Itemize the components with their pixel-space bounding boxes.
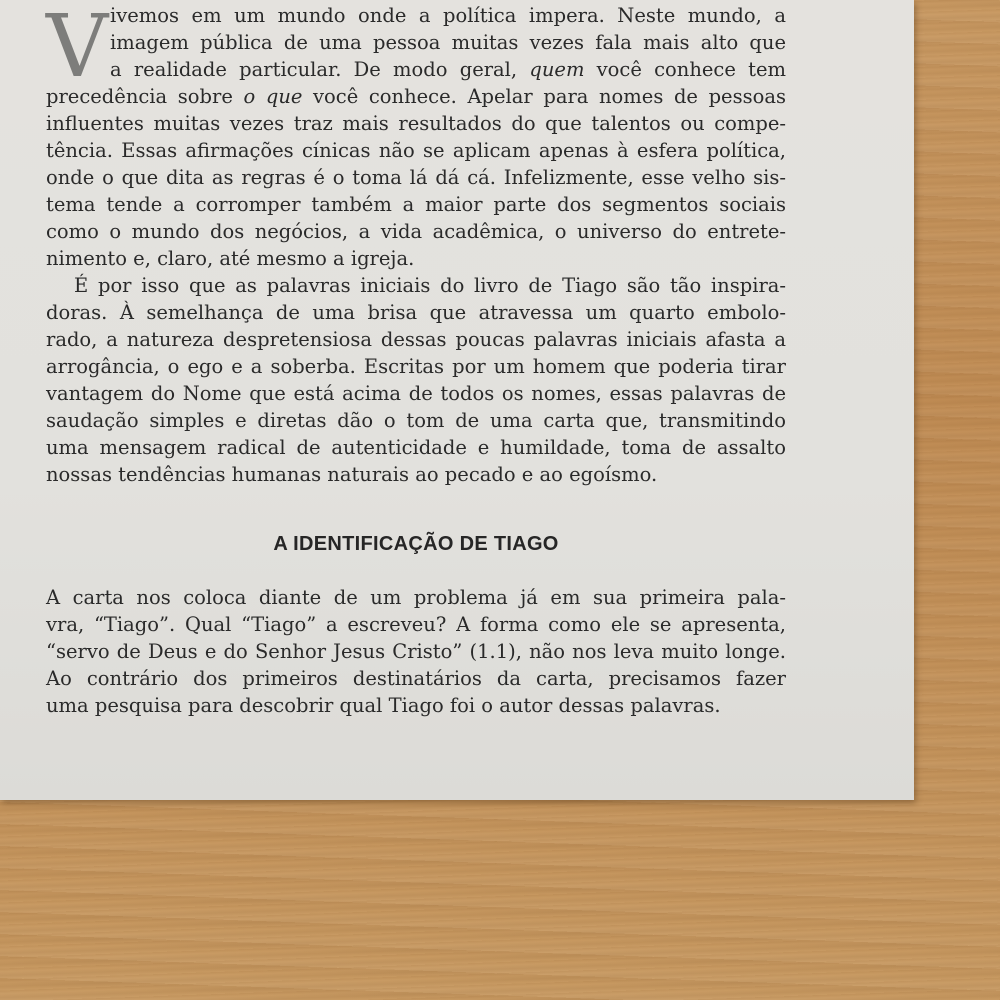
text-line: tência. Essas afirmações cínicas não se aplicam apenas à esfera política, xyxy=(46,139,786,162)
text-line: vantagem do Nome que está acima de todos os nomes, essas palavras de xyxy=(46,382,786,405)
text-line: Ao contrário dos primeiros destinatários da carta, precisamos fazer xyxy=(46,667,786,690)
text-line: vra, “Tiago”. Qual “Tiago” a escreveu? A forma como ele se apresenta, xyxy=(46,613,786,636)
text-line: saudação simples e diretas dão o tom de uma carta que, transmitindo xyxy=(46,409,786,432)
drop-cap: V xyxy=(46,0,109,97)
body-text xyxy=(46,2,786,488)
paragraph-2 xyxy=(46,272,786,488)
text-line: “servo de Deus e do Senhor Jesus Cristo” (1.1), não nos leva muito longe. xyxy=(46,640,786,663)
text-line: imagem pública de uma pessoa muitas vezes fala mais alto que xyxy=(110,31,786,54)
emphasis: quem xyxy=(529,58,585,81)
text-line: nimento e, claro, até mesmo a igreja. xyxy=(46,247,415,270)
text-line: A carta nos coloca diante de um problema já em sua primeira pala- xyxy=(46,586,786,609)
text-line: precedência sobre o que você conhece. Apelar para nomes de pessoas xyxy=(46,85,786,108)
text-line: como o mundo dos negócios, a vida acadêmica, o universo do entrete- xyxy=(46,220,786,243)
paragraph-1 xyxy=(46,2,786,272)
text-line: influentes muitas vezes traz mais resultados do que talentos ou compe- xyxy=(46,112,786,135)
body-text-section xyxy=(46,584,786,719)
text-line: rado, a natureza despretensiosa dessas poucas palavras iniciais afasta a xyxy=(46,328,786,351)
text-line: a realidade particular. De modo geral, quem você conhece tem xyxy=(110,58,786,81)
text-line: tema tende a corromper também a maior parte dos segmentos sociais xyxy=(46,193,786,216)
text-line: ivemos em um mundo onde a política impera. Neste mundo, a xyxy=(110,4,786,27)
emphasis: o que xyxy=(243,85,303,108)
text-line: onde o que dita as regras é o toma lá dá cá. Infelizmente, esse velho sis- xyxy=(46,166,786,189)
text-line: doras. À semelhança de uma brisa que atravessa um quarto embolo- xyxy=(46,301,786,324)
paragraph-3 xyxy=(46,584,786,719)
text-line: uma pesquisa para descobrir qual Tiago foi o autor dessas palavras. xyxy=(46,694,721,717)
text-line: nossas tendências humanas naturais ao pecado e ao egoísmo. xyxy=(46,463,658,486)
text-line: É por isso que as palavras iniciais do livro de Tiago são tão inspira- xyxy=(74,274,786,297)
text-line: arrogância, o ego e a soberba. Escritas por um homem que poderia tirar xyxy=(46,355,786,378)
text-line: uma mensagem radical de autenticidade e humildade, toma de assalto xyxy=(46,436,786,459)
section-heading: A IDENTIFICAÇÃO DE TIAGO xyxy=(273,533,559,555)
